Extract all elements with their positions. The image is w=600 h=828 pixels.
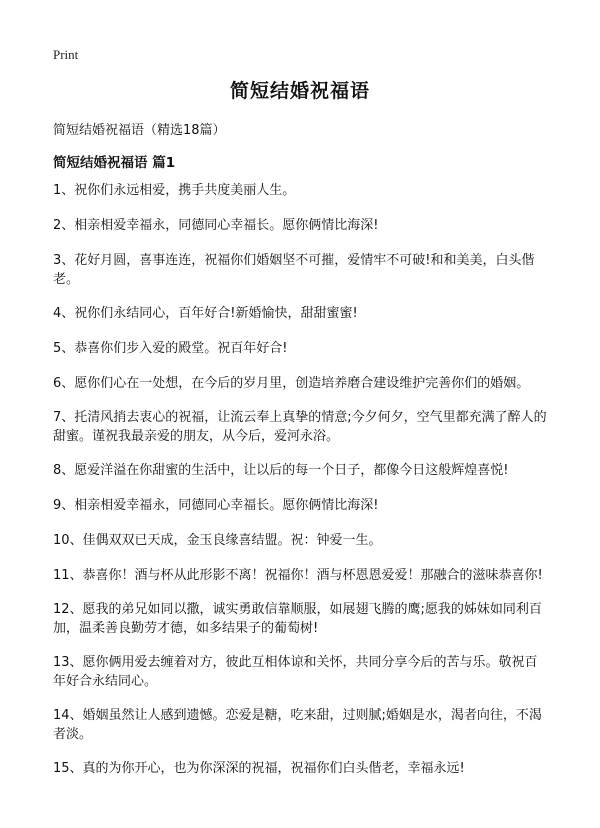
list-item: 7、托清风捎去衷心的祝福，让流云奉上真挚的情意;今夕何夕，空气里都充满了醉人的甜蜜。谨祝我最亲爱的朋友，从今后，爱河永浴。 xyxy=(53,410,547,444)
page-title: 简短结婚祝福语 xyxy=(229,80,370,102)
list-item: 11、恭喜你！酒与杯从此形影不离！祝福你！酒与杯恩恩爱爱！那融合的滋味恭喜你! xyxy=(53,568,543,583)
list-item: 13、愿你俩用爱去缠着对方，彼此互相体谅和关怀，共同分享今后的苦与乐。敬祝百年好合永结同心。 xyxy=(53,655,538,689)
list-item: 15、真的为你开心，也为你深深的祝福，祝福你们白头偕老，幸福永远! xyxy=(53,761,465,776)
list-item: 8、愿爱洋溢在你甜蜜的生活中，让以后的每一个日子，都像今日这般辉煌喜悦! xyxy=(53,463,509,478)
print-label: Print xyxy=(53,47,79,62)
list-item: 3、花好月圆，喜事连连，祝福你们婚姻坚不可摧，爱情牢不可破!和和美美，白头偕老。 xyxy=(53,253,535,287)
list-item: 1、祝你们永远相爱，携手共度美丽人生。 xyxy=(53,183,296,198)
list-item: 10、佳偶双双已天成，金玉良缘喜结盟。祝：钟爱一生。 xyxy=(53,533,382,548)
list-item: 14、婚姻虽然让人感到遗憾。恋爱是糖，吃来甜，过则腻;婚姻是水，渴者向往，不渴者淡。 xyxy=(53,708,542,742)
list-item: 2、相亲相爱幸福永，同德同心幸福长。愿你俩情比海深! xyxy=(53,218,379,233)
list-item: 4、祝你们永结同心，百年好合!新婚愉快，甜甜蜜蜜! xyxy=(53,306,358,321)
blessing-list xyxy=(53,181,550,794)
list-item: 9、相亲相爱幸福永，同德同心幸福长。愿你俩情比海深! xyxy=(53,498,379,513)
list-item: 5、恭喜你们步入爱的殿堂。祝百年好合! xyxy=(53,341,288,356)
list-item: 12、愿我的弟兄如同以撒，诚实勇敢信靠顺服，如展翅飞腾的鹰;愿我的姊妹如同利百加，温柔善良勤劳才德，如多结果子的葡萄树! xyxy=(53,602,542,636)
section-heading: 简短结婚祝福语 篇1 xyxy=(53,155,176,171)
list-item: 6、愿你们心在一处想，在今后的岁月里，创造培养磨合建设维护完善你们的婚姻。 xyxy=(53,376,530,391)
document-subtitle: 简短结婚祝福语（精选18篇） xyxy=(53,123,226,138)
